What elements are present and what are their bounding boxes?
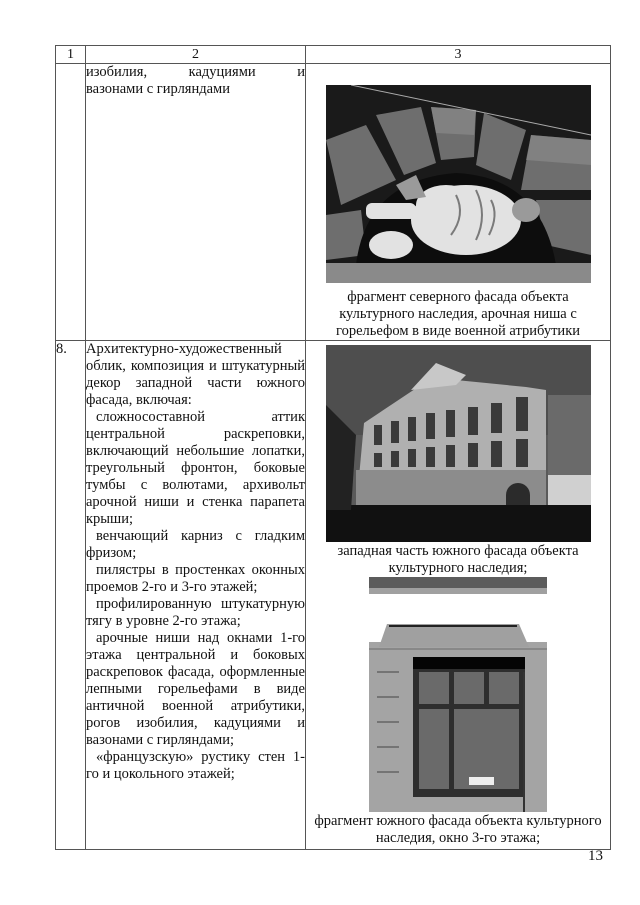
photo-window-3rd-floor: [369, 612, 547, 812]
description-line: изобилия, кадуциями и: [86, 64, 305, 80]
description-paragraph: сложносоставной аттик центральной раскреповки, включающий небольшие лопатки, треугольный фронтон, боковые тумбы с волютами, архивольт арочной ниши и стенка парапета крыши;: [86, 409, 305, 527]
header-cell-3: 3: [306, 46, 611, 64]
table-row: [56, 64, 611, 341]
description-paragraph: пилястры в простенках оконных проемов 2-го и 3-го этажей;: [86, 562, 305, 595]
description-paragraph: Архитектурно-художественный облик, композиция и штукатурный декор западной части южного фасада, включая:: [86, 341, 305, 408]
table-row: [56, 341, 611, 850]
strip-illustration: [369, 577, 547, 594]
header-cell-1: 1: [56, 46, 86, 64]
description-paragraph: арочные ниши над окнами 1-го этажа центральной и боковых раскреповок фасада, оформленные лепными горельефами в виде античной военной атрибутики, рогов изобилия, кадуциями и вазонами с гирляндами;: [86, 630, 305, 748]
description-paragraph: венчающий карниз с гладким фризом;: [86, 528, 305, 561]
relief-photo-illustration: [326, 85, 591, 283]
monument-features-table: [55, 45, 611, 850]
row-number: 8.: [56, 341, 86, 850]
photo-caption: фрагмент южного фасада объекта культурного наследия, окно 3-го этажа;: [314, 813, 602, 846]
photo-south-facade: [326, 345, 591, 542]
header-cell-2: 2: [86, 46, 306, 64]
description-paragraph: профилированную штукатурную тягу в уровне 2-го этажа;: [86, 596, 305, 629]
photo-arched-niche-relief: [326, 85, 591, 283]
row-number: [56, 64, 86, 341]
row-description: [86, 341, 306, 850]
row-images: [306, 64, 611, 341]
row-description: [86, 64, 306, 341]
description-line: вазонами с гирляндами: [86, 81, 230, 97]
description-paragraph: «французскую» рустику стен 1-го и цокольного этажей;: [86, 749, 305, 782]
row-images: [306, 341, 611, 850]
photo-caption: западная часть южного фасада объекта культурного наследия;: [337, 543, 579, 576]
window-photo-illustration: [369, 612, 547, 812]
photo-cornice-strip: [369, 577, 547, 594]
page-number: 13: [588, 848, 603, 864]
table-header-row: [56, 46, 611, 64]
facade-photo-illustration: [326, 345, 591, 542]
photo-caption: фрагмент северного фасада объекта культурного наследия, арочная ниша с горельефом в виде военной атрибутики: [336, 289, 580, 339]
